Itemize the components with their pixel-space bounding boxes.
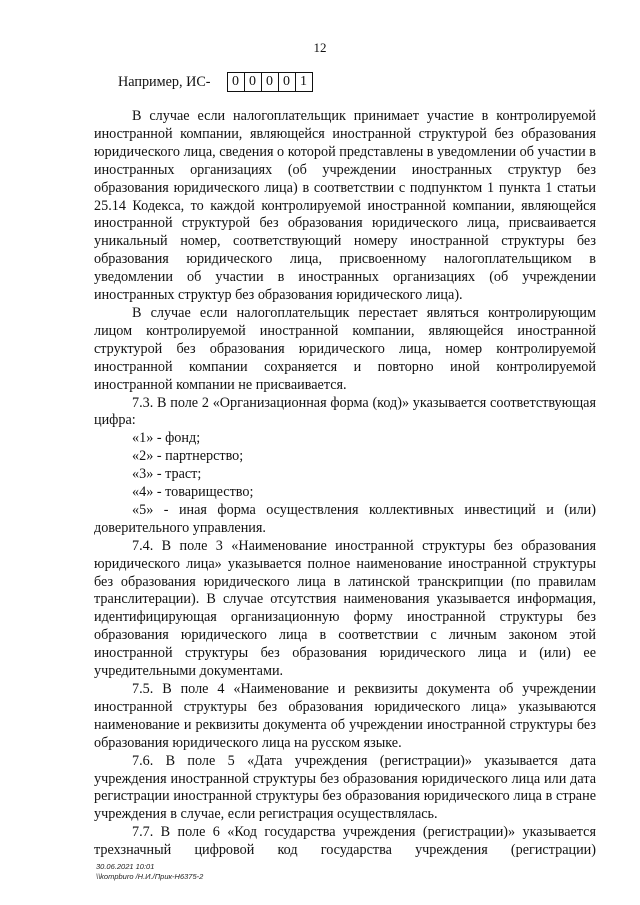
code-digit: 0 [279, 73, 296, 91]
example-line [118, 72, 313, 92]
code-digit: 0 [228, 73, 245, 91]
paragraph-ceases-control: В случае если налогоплательщик перестает являться контролирующим лицом контролируемой иностранной компании, являющейся иностранной структурой без образования юридического лица, номер контролируемой иностранной компании сохраняется и повторно иной контролируемой иностранной компании не присваивается. [94, 304, 596, 393]
page-number: 12 [313, 40, 327, 55]
list-item-other-form: «5» - иная форма осуществления коллективных инвестиций и (или) доверительного управления. [94, 501, 596, 536]
paragraph-7-5: 7.5. В поле 4 «Наименование и реквизиты документа об учреждении иностранной структуры без образования юридического лица» указываются наименование и реквизиты документа об учреждении иностранной структуры без образования юридического лица на русском языке. [94, 681, 596, 751]
list-item-association: «4» - товарищество; [132, 484, 254, 501]
example-label: Например, ИС- [118, 73, 211, 90]
code-digit: 0 [245, 73, 262, 91]
footer-ref: \\kompburo /Н.И./Прик-Н6375-2 [96, 872, 204, 881]
code-digit: 0 [262, 73, 279, 91]
footer-date: 30.06.2021 10:01 [96, 862, 155, 871]
paragraph-7-6: 7.6. В поле 5 «Дата учреждения (регистрации)» указывается дата учреждения иностранной структуры без образования юридического лица или дата регистрации иностранной структуры без образования юридического лица в стране учреждения в случае, если регистрация осуществлялась. [94, 752, 596, 823]
list-item-fund: «1» - фонд; [132, 430, 201, 447]
list-item-trust: «3» - траст; [132, 466, 202, 483]
document-body [94, 108, 596, 860]
paragraph-7-3: 7.3. В поле 2 «Организационная форма (код)» указывается соответствующая цифра: [94, 394, 596, 429]
paragraph-7-4: 7.4. В поле 3 «Наименование иностранной структуры без образования юридического лица» указывается полное наименование иностранной структуры без образования юридического лица в латинской транскрипции (по правилам транслитерации). В случае отсутствия наименования указывается информация, идентифицирующая организационную форму иностранной структуры без образования юридического лица в соответствии с личным законом этой иностранной структуры без образования юридического лица и (или) ее учредительными документами. [94, 537, 596, 680]
code-digit: 1 [300, 74, 308, 89]
footer [96, 862, 203, 882]
code-boxes [227, 72, 313, 92]
paragraph-7-7: 7.7. В поле 6 «Код государства учреждения (регистрации)» указывается трехзначный цифровой код государства учреждения (регистрации) [94, 824, 596, 859]
list-item-partnership: «2» - партнерство; [132, 448, 244, 465]
paragraph-ifs-participation: В случае если налогоплательщик принимает участие в контролируемой иностранной компании, являющейся иностранной структурой без образования юридического лица, сведения о которой представлены в уведомлении об участии в иностранных организациях (об учреждении иностранных структур без образования юридического лица) в соответствии с подпунктом 1 пункта 1 статьи 25.14 Кодекса, то каждой контролируемой иностранной компании, являющейся иностранной структурой без образования юридического лица, присваивается уникальный номер, соответствующий номеру иностранной структуры без образования юридического лица, присвоенному налогоплательщиком в уведомлении об участии в иностранных организациях (об учреждении иностранных структур без образования юридического лица). [94, 108, 596, 304]
